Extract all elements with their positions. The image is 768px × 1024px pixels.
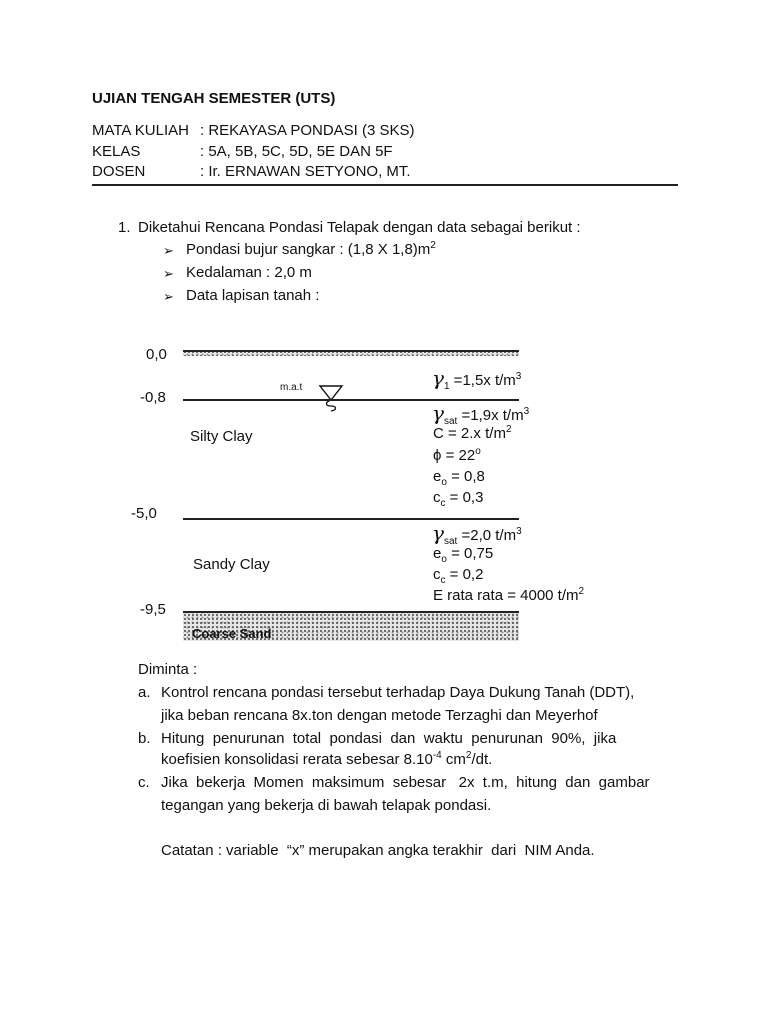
param-gamma-sat-2: $\gamma_{sat} =2,0$ $t/m^3$ bbox=[432, 521, 522, 547]
bullet-foundation-size: Pondasi bujur sangkar : (1,8 X $1,8)m^2$ bbox=[186, 240, 436, 258]
layer-boundary-5 bbox=[183, 518, 519, 520]
layer-coarse-sand: Coarse Sand bbox=[192, 626, 272, 641]
item-b-label: b. bbox=[138, 730, 151, 747]
diminta-heading: Diminta : bbox=[138, 661, 198, 678]
depth-minus-9-5: -9,5 bbox=[140, 601, 166, 618]
water-table-label: m.a.t bbox=[280, 382, 303, 393]
question-number: 1. bbox=[118, 219, 131, 236]
lecturer-value: : Ir. ERNAWAN SETYONO, MT. bbox=[200, 163, 411, 180]
param-eo-1: $e_o = 0,8$ bbox=[433, 468, 485, 488]
item-c-line-2: tegangan yang bekerja di bawah telapak pondasi. bbox=[161, 797, 492, 814]
depth-minus-0-8: -0,8 bbox=[140, 389, 166, 406]
bullet-depth: Kedalaman : 2,0 m bbox=[186, 264, 312, 281]
param-cc-1: $c_c = 0,3$ bbox=[433, 489, 484, 509]
arrow-bullet-icon: ➢ bbox=[163, 266, 174, 281]
param-cohesion: C = 2.x $t/m^2$ bbox=[433, 424, 512, 442]
class-value: : 5A, 5B, 5C, 5D, 5E DAN 5F bbox=[200, 143, 393, 160]
question-intro: Diketahui Rencana Pondasi Telapak dengan data sebagai berikut : bbox=[138, 219, 581, 236]
item-b-line-1: Hitung penurunan total pondasi dan waktu penurunan 90%, jika bbox=[161, 730, 617, 747]
bullet-soil-layers: Data lapisan tanah : bbox=[186, 287, 320, 304]
layer-sandy-clay: Sandy Clay bbox=[193, 556, 270, 573]
item-a-label: a. bbox=[138, 684, 151, 701]
item-a-line-2: jika beban rencana 8x.ton dengan metode Terzaghi dan Meyerhof bbox=[161, 707, 598, 724]
item-c-line-1: Jika bekerja Momen maksimum sebesar 2x t.m, hitung dan gambar bbox=[161, 774, 650, 791]
param-eo-2: $e_o = 0,75$ bbox=[433, 545, 494, 565]
lecturer-label: DOSEN bbox=[92, 163, 146, 180]
item-c-label: c. bbox=[138, 774, 150, 791]
depth-minus-5-0: -5,0 bbox=[131, 505, 157, 522]
param-cc-2: $c_c = 0,2$ bbox=[433, 566, 484, 586]
exam-title: UJIAN TENGAH SEMESTER (UTS) bbox=[92, 90, 336, 107]
layer-silty-clay: Silty Clay bbox=[190, 428, 253, 445]
header-divider bbox=[92, 184, 678, 186]
note: Catatan : variable “x” merupakan angka terakhir dari NIM Anda. bbox=[161, 842, 595, 859]
param-phi: $\phi = 22^o$ bbox=[433, 446, 481, 464]
item-b-line-2: koefisien konsolidasi rerata sebesar $8.10^{-4}$ $cm^2/dt$. bbox=[161, 750, 493, 768]
item-a-line-1: Kontrol rencana pondasi tersebut terhadap Daya Dukung Tanah (DDT), bbox=[161, 684, 635, 701]
param-gamma-1: $\gamma_1 =1,5x$ $t/m^3$ bbox=[432, 366, 522, 392]
depth-0: 0,0 bbox=[146, 346, 167, 363]
course-label: MATA KULIAH bbox=[92, 122, 189, 139]
param-gamma-sat-1: $\gamma_{sat} =1,9x$ $t/m^3$ bbox=[432, 401, 530, 427]
arrow-bullet-icon: ➢ bbox=[163, 243, 174, 258]
class-label: KELAS bbox=[92, 143, 141, 160]
arrow-bullet-icon: ➢ bbox=[163, 289, 174, 304]
param-elastic-modulus: E rata rata = 4000 $t/m^2$ bbox=[433, 586, 585, 604]
ground-surface-line bbox=[183, 350, 519, 352]
course-value: : REKAYASA PONDASI (3 SKS) bbox=[200, 122, 415, 139]
